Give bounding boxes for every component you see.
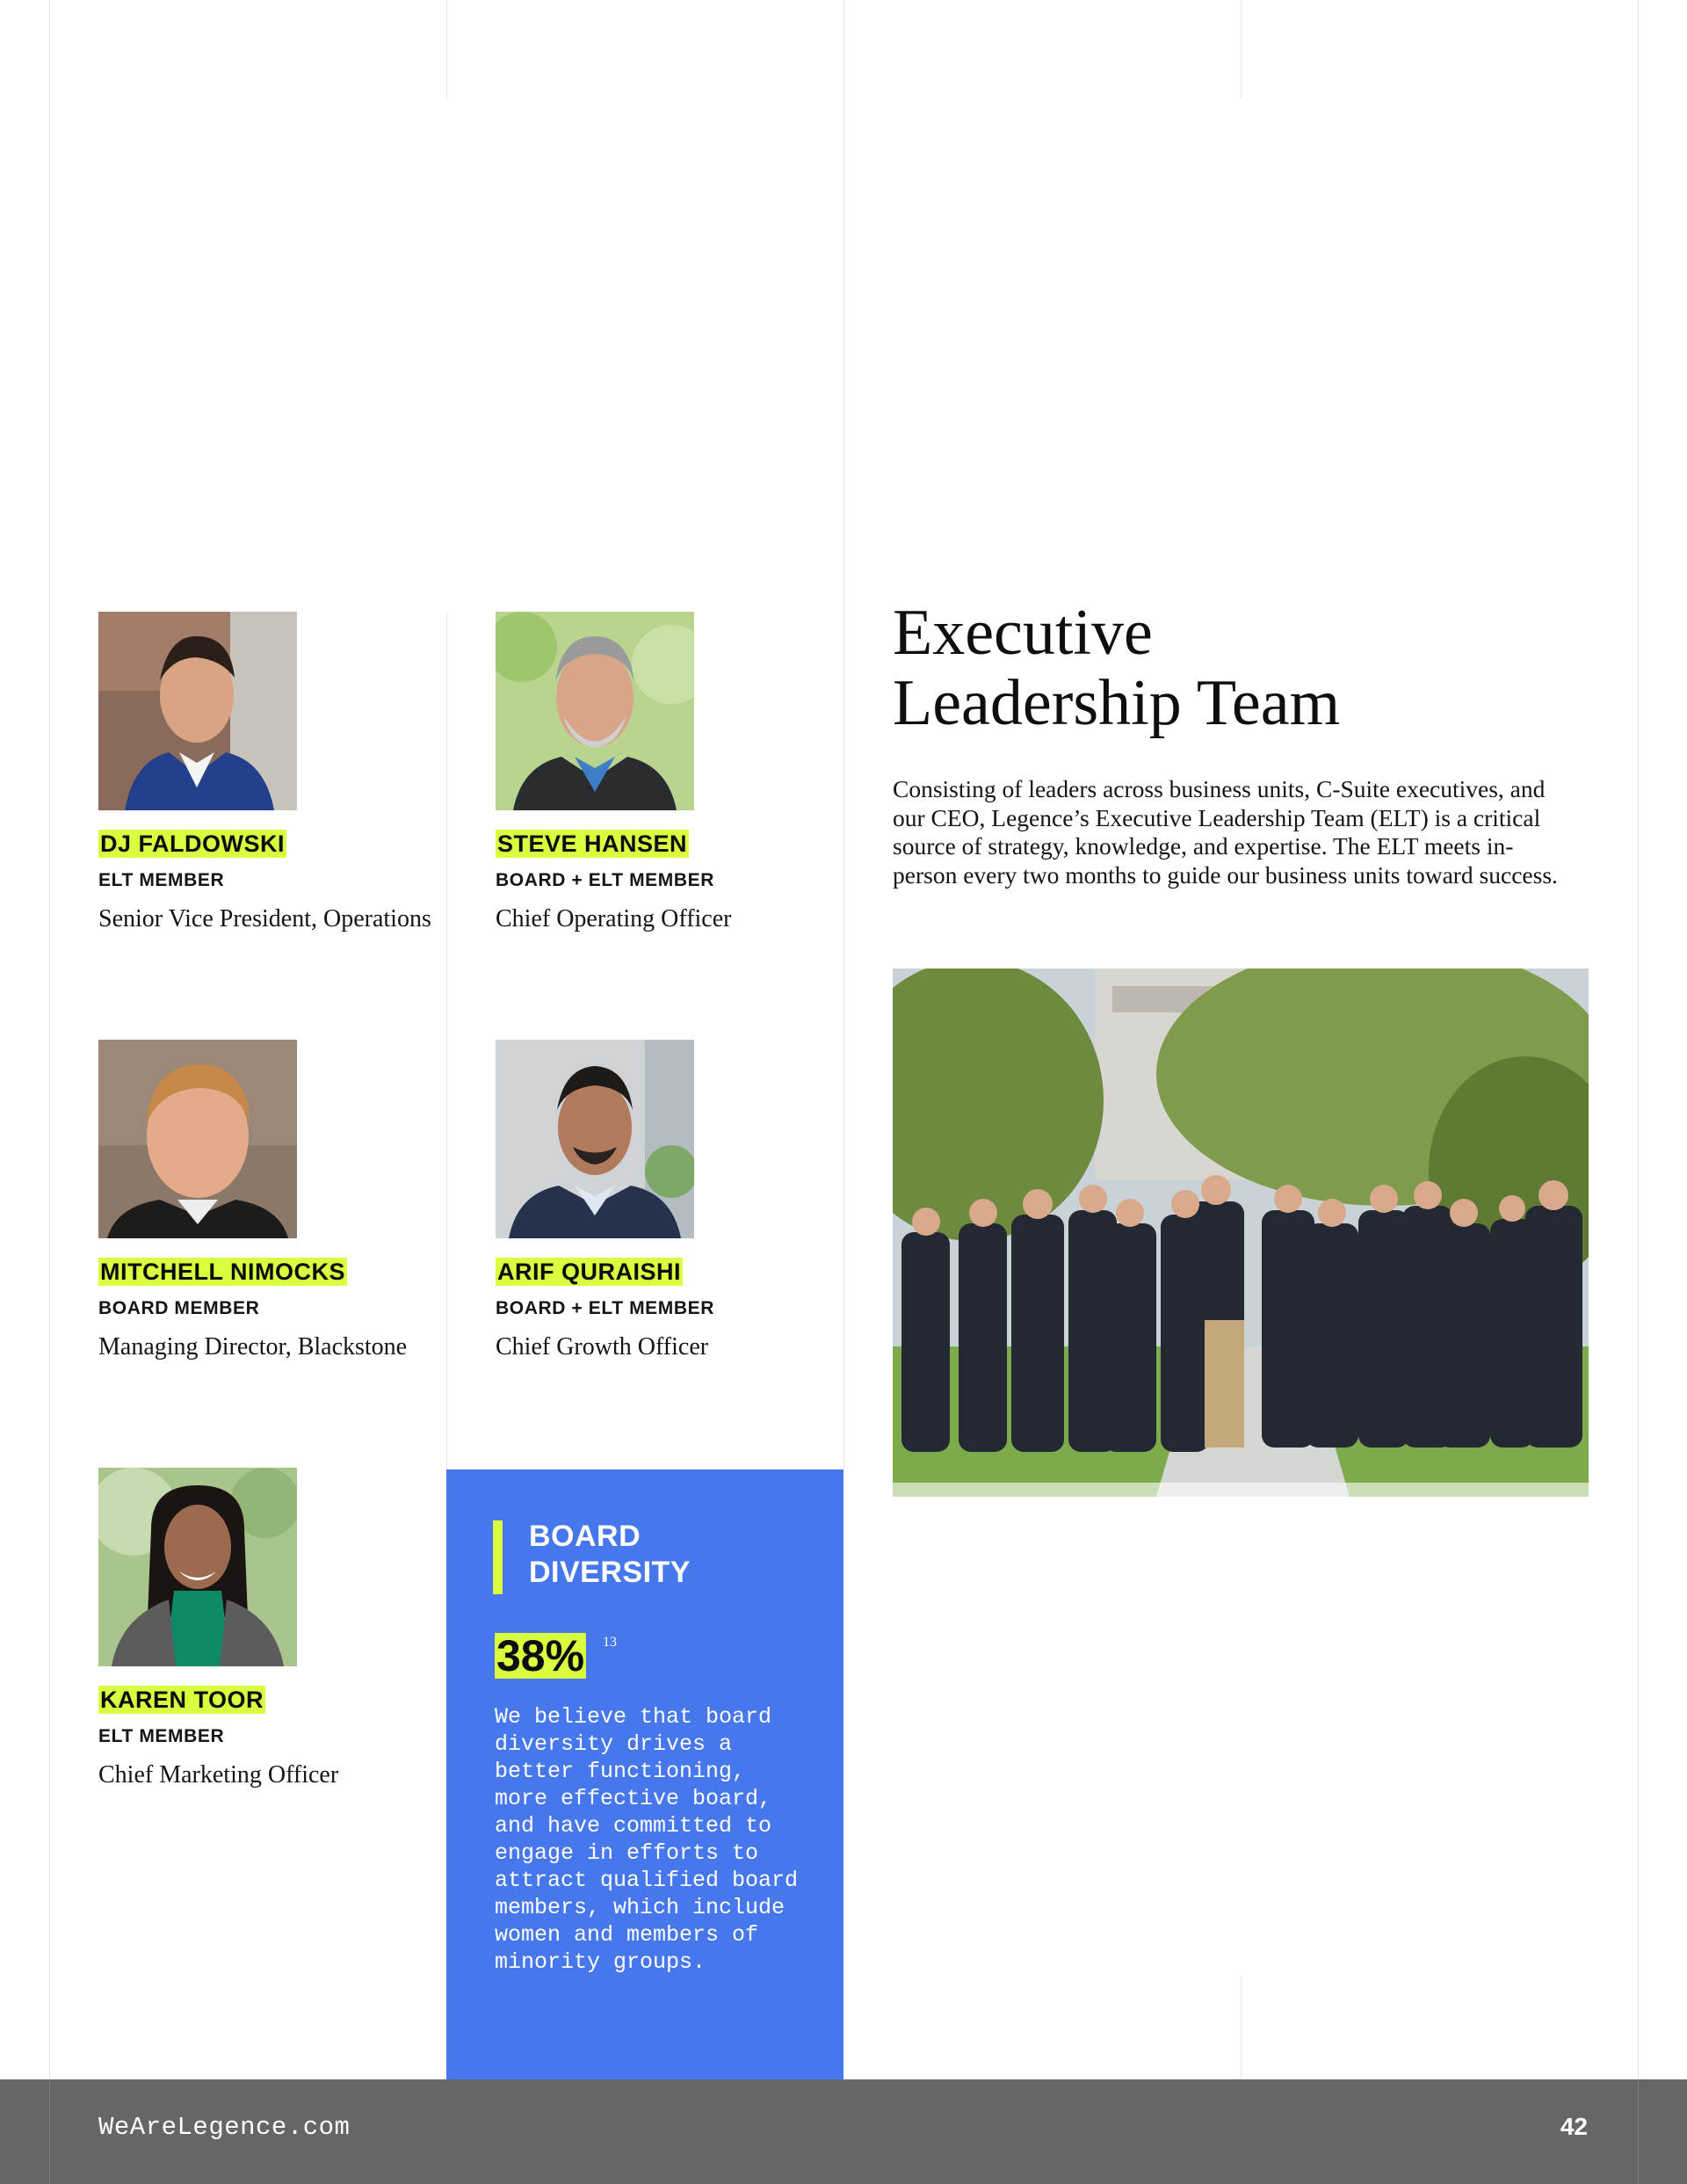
footer-divider [49, 2079, 50, 2184]
member-title: Chief Growth Officer [496, 1333, 709, 1360]
member-role: BOARD + ELT MEMBER [496, 870, 714, 890]
column-divider [446, 0, 447, 98]
member-photo [496, 1040, 694, 1238]
column-divider [1638, 0, 1639, 2079]
member-title: Senior Vice President, Operations [98, 905, 431, 932]
diversity-footnote: 13 [603, 1635, 617, 1650]
member-photo [98, 1468, 297, 1666]
member-name: MITCHELL NIMOCKS [100, 1259, 345, 1285]
member-photo [98, 612, 297, 810]
accent-bar [493, 1520, 503, 1594]
member-photo [98, 1040, 297, 1238]
member-name: DJ FALDOWSKI [100, 831, 286, 857]
elt-group-photo [893, 969, 1589, 1497]
member-name: STEVE HANSEN [497, 831, 688, 857]
member-name: KAREN TOOR [100, 1687, 264, 1713]
member-title: Managing Director, Blackstone [98, 1333, 408, 1360]
elt-heading: Executive Leadership Team [893, 597, 1341, 739]
column-divider [446, 613, 447, 1469]
member-title: Chief Marketing Officer [98, 1761, 339, 1789]
column-divider [1241, 0, 1242, 98]
diversity-body: We believe that board diversity drives a better functioning, more effective board, and have committed to engage in efforts to attract qualified board members, which include women and members of minority groups. [495, 1704, 799, 1975]
page-number: 42 [1560, 2113, 1588, 2140]
elt-description: Consisting of leaders across business units, C-Suite executives, and our CEO, Legence’s Executive Leadership Team (ELT) is a critical source of strategy, knowledge, and expertise. The ELT meets in-person every two months to guide our business units toward success. [893, 775, 1558, 889]
board-diversity-panel [446, 1469, 844, 2081]
member-role: ELT MEMBER [98, 870, 225, 890]
footer-divider [1638, 2079, 1639, 2184]
member-title: Chief Operating Officer [496, 905, 732, 932]
member-role: BOARD MEMBER [98, 1298, 260, 1318]
footer-website-link[interactable]: WeAreLegence.com [98, 2113, 351, 2142]
diversity-heading: BOARD DIVERSITY [529, 1520, 691, 1589]
page-footer [0, 2079, 1687, 2184]
member-role: BOARD + ELT MEMBER [496, 1298, 714, 1318]
member-name: ARIF QURAISHI [497, 1259, 681, 1285]
diversity-stat: 38% [496, 1631, 585, 1680]
member-role: ELT MEMBER [98, 1726, 225, 1746]
column-divider [1241, 1977, 1242, 2079]
column-divider [49, 0, 50, 2079]
member-photo [496, 612, 694, 810]
